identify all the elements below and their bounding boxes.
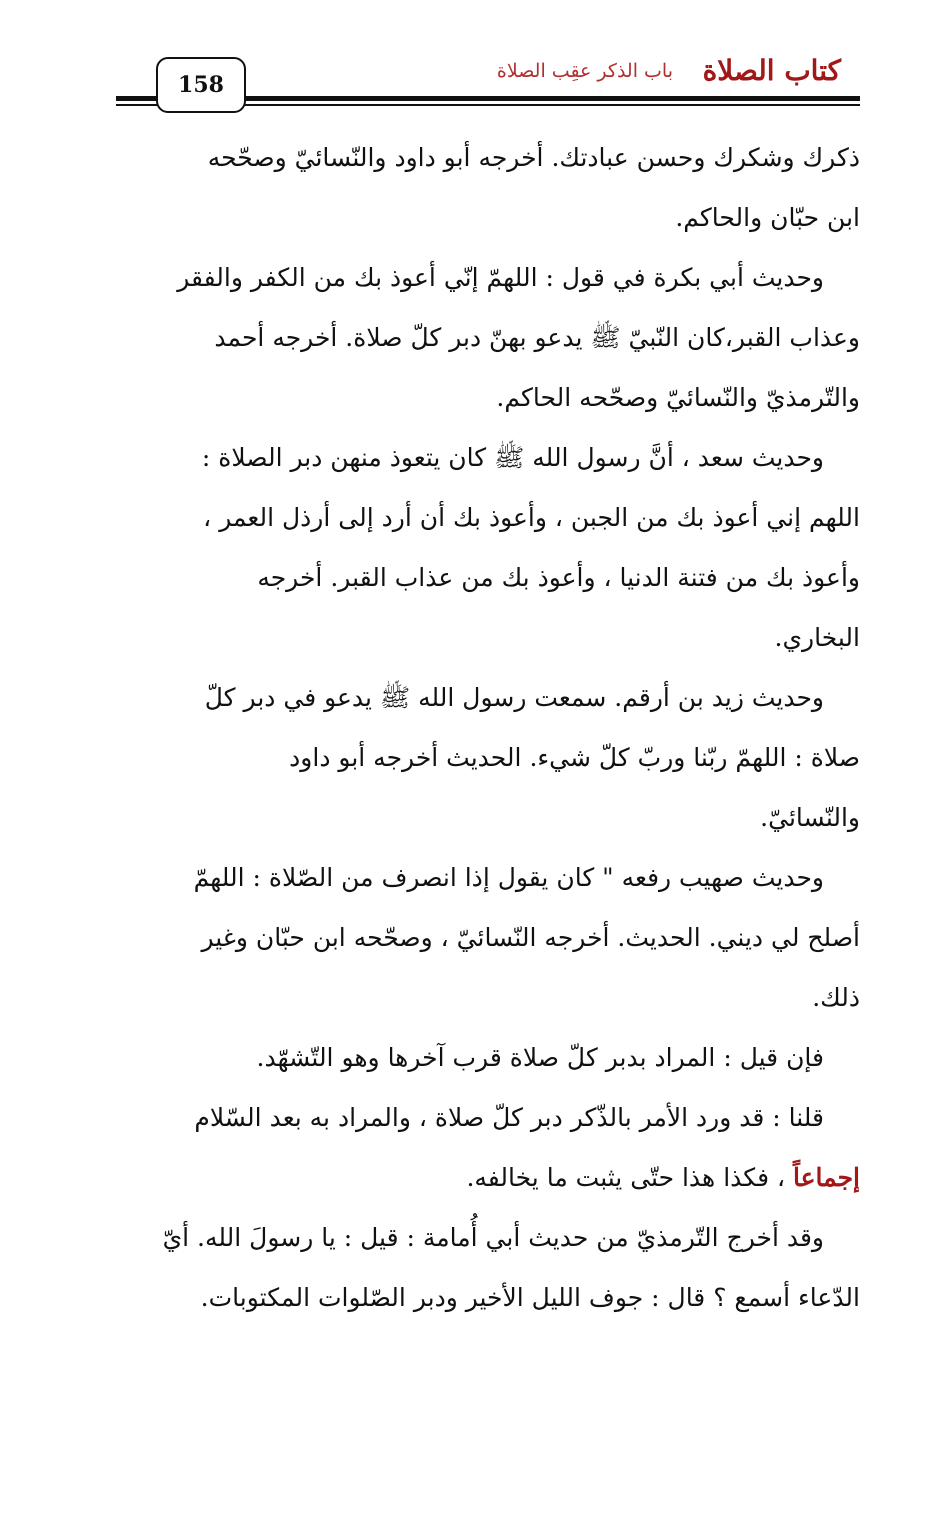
text-line: ، فكذا هذا حتّى يثبت ما يخالفه. <box>466 1163 793 1192</box>
text-line: وأعوذ بك من فتنة الدنيا ، وأعوذ بك من عذاب القبر. أخرجه <box>257 563 860 592</box>
paragraph <box>116 128 860 248</box>
text-line: والنّسائيّ. <box>760 803 860 832</box>
text-line: وحديث سعد ، أنَّ رسول الله ﷺ كان يتعوذ منهن دبر الصلاة : <box>201 443 824 472</box>
text-line: وعذاب القبر،كان النّبيّ ﷺ يدعو بهنّ دبر كلّ صلاة. أخرجه أحمد <box>214 323 860 352</box>
text-line: ابن حبّان والحاكم. <box>675 203 860 232</box>
text-line: وحديث زيد بن أرقم. سمعت رسول الله ﷺ يدعو في دبر كلّ <box>204 683 824 712</box>
page-number: 158 <box>156 57 246 113</box>
text-line: الدّعاء أسمع ؟ قال : جوف الليل الأخير ودبر الصّلوات المكتوبات. <box>200 1283 860 1312</box>
paragraph <box>116 248 860 428</box>
paragraph <box>116 1208 860 1328</box>
text-line: ذلك. <box>812 983 860 1012</box>
text-line: اللهم إني أعوذ بك من الجبن ، وأعوذ بك أن أرد إلى أرذل العمر ، <box>203 503 860 532</box>
text-line: البخاري. <box>774 623 860 652</box>
paragraph <box>116 668 860 848</box>
text-line: قلنا : قد ورد الأمر بالذّكر دبر كلّ صلاة ، والمراد به بعد السّلام <box>194 1103 824 1132</box>
chapter-title: باب الذكر عقِب الصلاة <box>496 60 673 82</box>
paragraph <box>116 428 860 668</box>
text-line: فإن قيل : المراد بدبر كلّ صلاة قرب آخرها وهو التّشهّد. <box>256 1043 824 1072</box>
text-line: وحديث صهيب رفعه " كان يقول إذا انصرف من الصّلاة : اللهمّ <box>193 863 824 892</box>
highlighted-word: إجماعاً <box>792 1163 860 1192</box>
text-line: وقد أخرج التّرمذيّ من حديث أبي أُمامة : قيل : يا رسولَ الله. أيّ <box>162 1223 824 1252</box>
paragraph <box>116 1088 860 1208</box>
paragraph <box>116 1028 860 1088</box>
page-body <box>116 128 860 1328</box>
page-header <box>0 0 945 130</box>
text-line: صلاة : اللهمّ ربّنا وربّ كلّ شيء. الحديث أخرجه أبو داود <box>289 743 860 772</box>
paragraph <box>116 848 860 1028</box>
text-line: وحديث أبي بكرة في قول : اللهمّ إنّي أعوذ بك من الكفر والفقر <box>177 263 824 292</box>
text-line: ذكرك وشكرك وحسن عبادتك. أخرجه أبو داود والنّسائيّ وصحّحه <box>207 143 860 172</box>
text-line: والتّرمذيّ والنّسائيّ وصحّحه الحاكم. <box>496 383 860 412</box>
text-line: أصلح لي ديني. الحديث. أخرجه النّسائيّ ، وصحّحه ابن حبّان وغير <box>201 923 860 952</box>
book-title: كتاب الصلاة <box>702 54 841 87</box>
